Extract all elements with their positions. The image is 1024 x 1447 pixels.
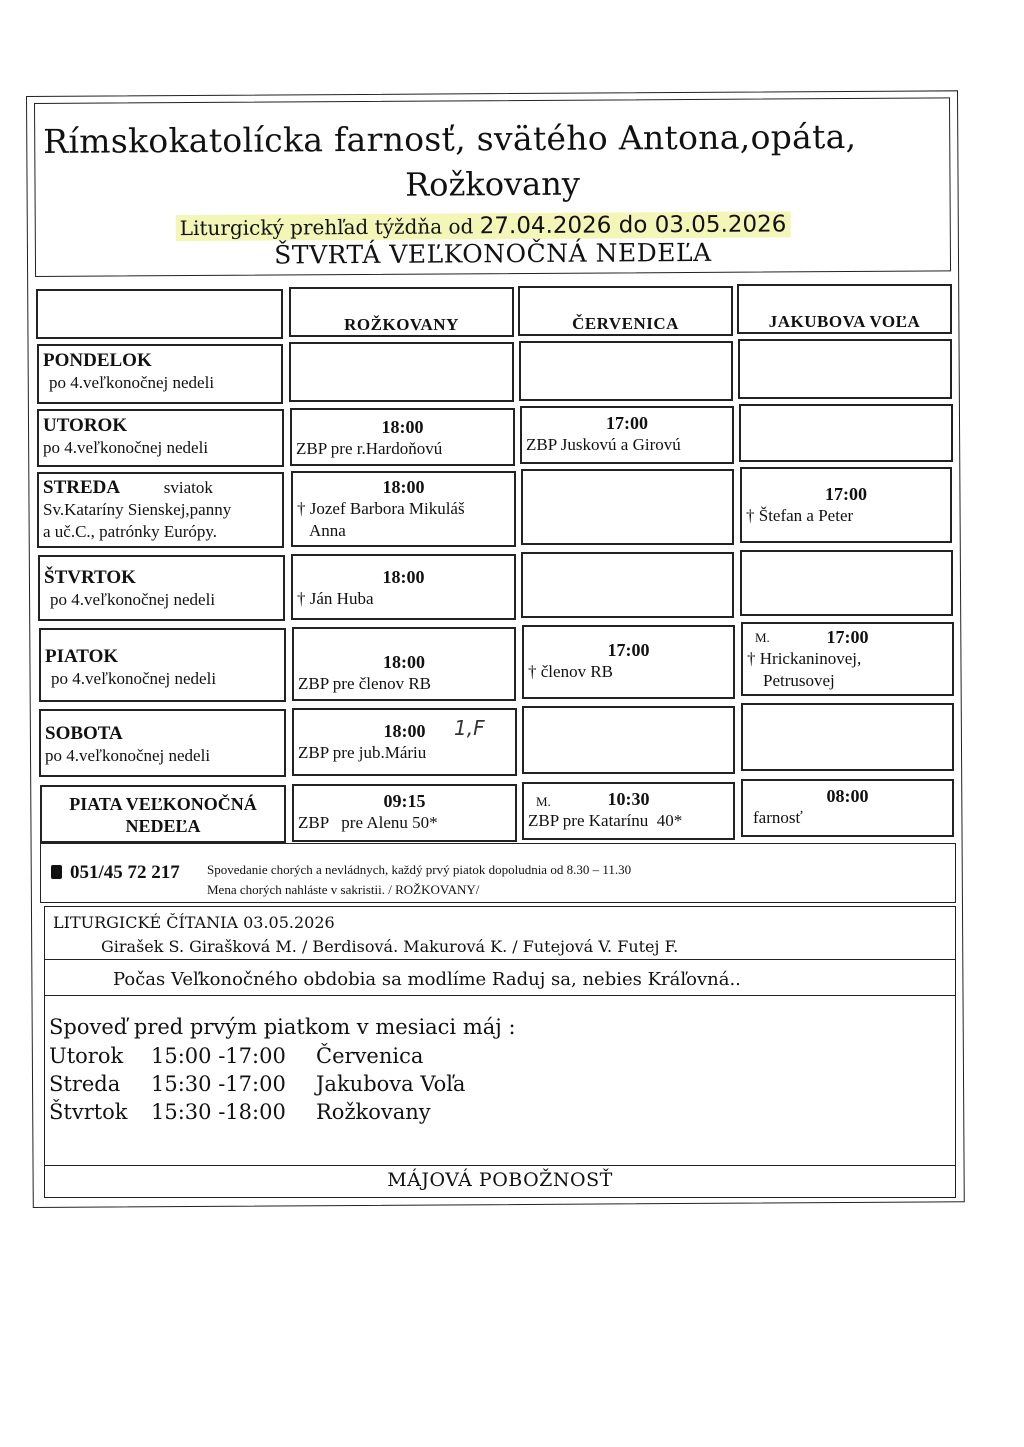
day-cell-stvrtok (38, 555, 285, 621)
confession-title: Spoveď pred prvým piatkom v mesiaci máj : (49, 1015, 516, 1039)
mass-time: 10:30 (607, 789, 650, 809)
mass-intention-line-2: Anna (309, 521, 346, 540)
day-name: SOBOTA (45, 723, 123, 744)
divider (45, 959, 955, 960)
day-subtitle: po 4.veľkonočnej nedeli (50, 590, 216, 609)
mass-cell-jakubova-piatok (741, 622, 954, 696)
mass-intention: ZBP pre jub.Máriu (298, 743, 427, 762)
mass-cell-rozkovany-nedela (292, 784, 517, 842)
day-cell-nedela (40, 785, 286, 843)
column-header-cervenica: ČERVENICA (518, 286, 733, 336)
confession-row (49, 1100, 431, 1124)
mass-intention: ZBP pre Alenu 50* (298, 813, 438, 832)
sunday-headline: ŠTVRTÁ VEĽKONOČNÁ NEDEĽA (274, 237, 712, 270)
feast-line-1: Sv.Kataríny Sienskej,panny (43, 500, 232, 519)
mass-cell-jakubova-sobota (741, 703, 954, 771)
mass-cell-rozkovany-utorok (290, 408, 515, 466)
mass-cell-jakubova-utorok (739, 404, 953, 462)
mass-intention: ZBP Juskovú a Girovú (526, 435, 681, 454)
feast-line-2: a uč.C., patrónky Európy. (43, 522, 218, 541)
day-name-text: STREDA (43, 477, 120, 498)
mass-cell-rozkovany-stvrtok (291, 554, 516, 620)
day-cell-streda (37, 472, 284, 548)
handwritten-note: 1,F (454, 716, 485, 740)
mass-time: 17:00 (606, 413, 648, 433)
day-name (43, 477, 278, 499)
readings-box (44, 906, 956, 1198)
divider (45, 1165, 955, 1166)
confession-place: Červenica (316, 1044, 424, 1068)
column-header-rozkovany: ROŽKOVANY (289, 287, 514, 337)
mass-time: 18:00 (382, 477, 425, 497)
day-name: ŠTVRTOK (44, 567, 136, 588)
sick-confession-info (207, 860, 631, 900)
mass-cell-rozkovany-streda (291, 471, 516, 547)
mass-cell-jakubova-streda (740, 467, 952, 543)
mass-cell-cervenica-streda (521, 469, 734, 545)
confession-row (49, 1072, 465, 1096)
week-overview (176, 211, 791, 241)
divider (45, 995, 955, 996)
day-name-line-2: NEDEĽA (125, 816, 201, 836)
mass-time: 17:00 (825, 484, 867, 504)
easter-prayer-note: Počas Veľkonočného obdobia sa modlíme Raduj sa, nebies Kráľovná.. (113, 969, 741, 990)
day-name: UTOROK (43, 415, 128, 436)
confession-time: 15:00 -17:00 (151, 1044, 286, 1068)
mass-intention: † členov RB (528, 662, 613, 681)
confession-day: Utorok (49, 1044, 124, 1068)
mass-time: 08:00 (826, 786, 869, 806)
day-cell-piatok (39, 628, 286, 702)
day-name: PONDELOK (43, 350, 152, 371)
mass-time: 18:00 (381, 417, 424, 437)
mass-time: 18:00 (383, 721, 426, 741)
readings-title: LITURGICKÉ ČÍTANIA 03.05.2026 (53, 913, 335, 932)
day-subtitle: po 4.veľkonočnej nedeli (49, 373, 215, 392)
mass-time: 17:00 (826, 627, 869, 647)
mass-cell-cervenica-sobota (522, 706, 735, 774)
mass-mark: M. (755, 630, 770, 645)
mass-cell-rozkovany-pondelok (289, 342, 514, 402)
info-line-1: Spovedanie chorých a nevládnych, každý prvý piatok dopoludnia od 8.30 – 11.30 (207, 862, 632, 877)
mass-cell-jakubova-stvrtok (740, 550, 953, 616)
mass-intention: † Hrickaninovej, (747, 649, 862, 668)
contact-info-box (40, 843, 956, 903)
day-cell-utorok (37, 409, 284, 467)
mass-time: 18:00 (383, 652, 425, 672)
mass-intention-line-2: Petrusovej (763, 671, 835, 690)
parish-title: Rímskokatolícka farnosť, svätého Antona,opáta, (43, 116, 857, 161)
column-header-jakubova: JAKUBOVA VOĽA (737, 284, 952, 334)
confession-time: 15:30 -17:00 (151, 1072, 286, 1096)
mass-intention: † Štefan a Peter (746, 506, 854, 525)
phone-number-text: 051/45 72 217 (70, 862, 180, 883)
confession-time: 15:30 -18:00 (151, 1100, 286, 1124)
mass-cell-cervenica-pondelok (519, 341, 733, 401)
mass-cell-cervenica-piatok (522, 625, 735, 699)
mass-cell-jakubova-nedela (741, 779, 954, 837)
mass-cell-jakubova-pondelok (738, 339, 952, 399)
confession-day: Štvrtok (49, 1100, 128, 1124)
day-subtitle: po 4.veľkonočnej nedeli (51, 669, 217, 688)
may-devotion-title: MÁJOVÁ POBOŽNOSŤ (387, 1169, 613, 1191)
mass-cell-rozkovany-piatok (292, 627, 516, 701)
phone-icon (51, 865, 62, 879)
phone-number (51, 862, 180, 884)
info-line-2: Mena chorých nahláste v sakristii. / ROŽKOVANY/ (207, 882, 480, 897)
mass-mark: M. (536, 794, 551, 809)
readings-readers: Girašek S. Girašková M. / Berdisová. Makurová K. / Futejová V. Futej F. (101, 937, 679, 956)
mass-cell-rozkovany-sobota (292, 708, 517, 776)
mass-intention: farnosť (753, 808, 803, 827)
mass-intention: † Jozef Barbora Mikuláš (297, 499, 465, 518)
week-overview-dates: 27.04.2026 do 03.05.2026 (479, 211, 787, 240)
mass-time: 09:15 (383, 791, 426, 811)
confession-day: Streda (49, 1072, 121, 1096)
mass-cell-cervenica-nedela (522, 782, 735, 840)
header-box (34, 97, 951, 277)
mass-intention: ZBP pre členov RB (298, 674, 431, 693)
mass-intention: ZBP pre Katarínu 40* (528, 811, 683, 830)
day-cell-sobota (39, 709, 286, 777)
mass-time: 17:00 (607, 640, 650, 660)
mass-intention: ZBP pre r.Hardoňovú (296, 439, 443, 458)
mass-intention: † Ján Huba (297, 589, 374, 608)
mass-cell-cervenica-stvrtok (521, 552, 734, 618)
mass-cell-cervenica-utorok (520, 406, 734, 464)
day-subtitle: po 4.veľkonočnej nedeli (45, 746, 211, 765)
day-name: PIATA VEĽKONOČNÁ (69, 794, 257, 814)
corner-cell (36, 289, 283, 339)
feast-note: sviatok (163, 478, 213, 497)
parish-location: Rožkovany (405, 164, 580, 204)
confession-place: Rožkovany (316, 1100, 431, 1124)
confession-row (49, 1044, 423, 1068)
day-cell-pondelok (37, 344, 283, 404)
confession-place: Jakubova Voľa (316, 1072, 466, 1096)
mass-time: 18:00 (382, 567, 425, 587)
day-subtitle: po 4.veľkonočnej nedeli (43, 438, 209, 457)
week-overview-label: Liturgický prehľad týždňa od (179, 214, 474, 241)
day-name: PIATOK (45, 646, 119, 667)
